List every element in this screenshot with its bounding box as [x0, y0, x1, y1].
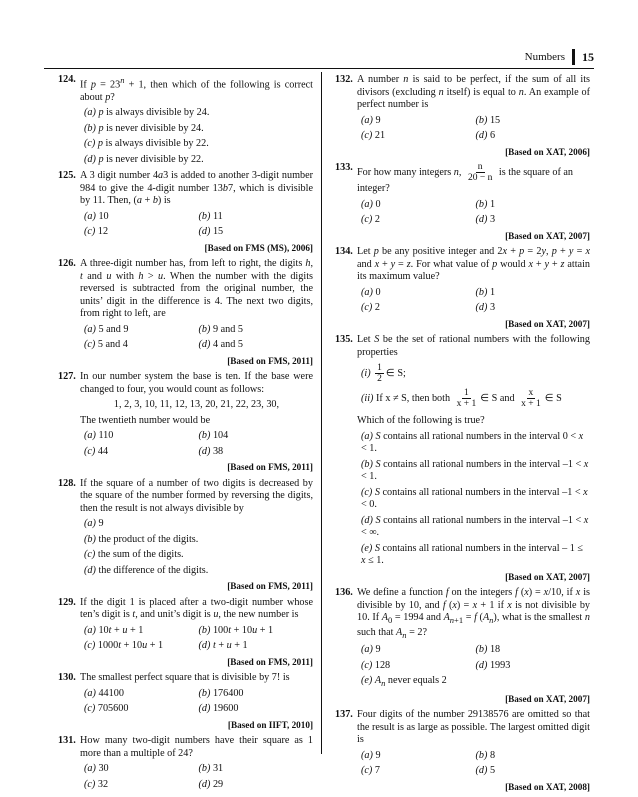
option-text: 6 [489, 130, 496, 141]
option-label: (c) [361, 130, 373, 141]
option-text: 5 and 4 [97, 339, 128, 351]
question-stem: If the digit 1 is placed after a two-digit number whose ten’s digit is t, and unit’s digit is u, the new number is [80, 596, 313, 621]
option-label: (a) [361, 286, 373, 298]
question-number: 125. [58, 170, 76, 182]
question-number: 134. [335, 246, 353, 257]
answer-option [84, 339, 199, 352]
option-text: 2 [374, 214, 380, 225]
option-label: (d) [198, 445, 211, 457]
option-label: (b) [198, 430, 211, 442]
answer-option [84, 625, 199, 638]
option-text: 104 [212, 430, 229, 442]
fraction [519, 388, 543, 409]
question-stem: The smallest perfect square that is divisible by 7! is [80, 672, 290, 684]
question-130 [58, 672, 313, 731]
fraction-numerator: 1 [377, 363, 382, 373]
answer-option [84, 640, 199, 653]
question-133 [335, 162, 590, 242]
question-131 [58, 735, 313, 791]
option-label: (b) [84, 122, 96, 134]
source-citation: [Based on XAT, 2008] [505, 781, 590, 792]
option-text: 4 and 5 [212, 339, 243, 351]
options-list [357, 644, 590, 672]
option-text: 110 [98, 430, 114, 442]
answer-option [476, 214, 591, 227]
answer-option [476, 287, 591, 300]
option-label: (a) [361, 430, 373, 442]
question-number: 136. [335, 587, 353, 598]
answer-option [84, 763, 199, 776]
answer-option [199, 779, 314, 792]
option-label: (c) [84, 703, 96, 715]
answer-option [476, 130, 591, 143]
option-text: 5 and 9 [98, 323, 129, 335]
options-list [80, 688, 313, 716]
fraction [466, 162, 494, 183]
answer-option [476, 302, 591, 315]
answer-option [84, 565, 313, 578]
source-citation: [Based on FMS, 2011] [227, 581, 313, 592]
option-label: (d) [198, 339, 211, 351]
option-text: 29 [212, 778, 224, 790]
question-number: 133. [335, 162, 353, 173]
option-text: 0 [375, 198, 381, 210]
option-label: (a) [84, 624, 96, 636]
question-stem: A number n is said to be perfect, if the sum of all its divisors (excluding n itself) is equal to n. An example of perfect number is [357, 74, 590, 110]
answer-option [476, 199, 591, 212]
answer-option [361, 750, 476, 763]
question-number: 128. [58, 477, 76, 489]
answer-option [84, 138, 313, 151]
answer-option [84, 779, 199, 792]
answer-option [199, 211, 314, 224]
question-135 [335, 334, 590, 583]
option-text: 9 [98, 518, 104, 530]
answer-option [199, 430, 314, 443]
question-number: 131. [58, 735, 76, 747]
option-text: 31 [212, 763, 224, 775]
options-list [80, 763, 313, 791]
stem-text-post: is the square of an [498, 166, 573, 178]
fraction-denominator: 2 [377, 374, 382, 384]
option-label: (c) [84, 549, 96, 561]
answer-option [84, 123, 313, 136]
fraction-denominator: x + 1 [521, 399, 541, 409]
option-label: (a) [84, 323, 96, 335]
options-list [357, 750, 590, 778]
option-label: (c) [84, 445, 96, 457]
right-column [335, 74, 590, 797]
option-text: 128 [374, 659, 391, 671]
option-label: (e) [361, 542, 373, 554]
option-label: (d) [361, 514, 373, 526]
option-text: 1 [489, 198, 496, 210]
question-stem: Let p be any positive integer and 2x + p = 2y, p + y = x and x + y = z. For what value of p would x + y + z attain its maximum value? [357, 246, 591, 282]
question-number: 132. [335, 74, 353, 85]
option-text: 21 [374, 130, 386, 141]
question-number: 135. [335, 334, 353, 345]
option-label: (c) [84, 226, 96, 238]
question-stem: Which of the following is true? [357, 415, 485, 426]
option-text: 3 [489, 302, 496, 313]
option-label: (d) [198, 778, 211, 790]
page-number: 15 [582, 49, 594, 64]
property-list [357, 363, 590, 409]
question-number: 126. [58, 258, 76, 270]
answer-option [357, 675, 590, 690]
option-label: (c) [84, 640, 96, 652]
option-label: (b) [198, 323, 211, 335]
answer-option [361, 115, 476, 128]
option-label: (a) [361, 644, 373, 656]
source-citation: [Based on XAT, 2007] [505, 693, 590, 704]
options-list [357, 431, 590, 568]
header-rule [44, 68, 594, 69]
fraction [375, 363, 384, 384]
option-text: 0 [375, 286, 381, 298]
option-label: (d) [475, 130, 488, 141]
option-label: (a) [361, 114, 373, 126]
option-text: 18 [489, 644, 501, 656]
answer-option [476, 660, 591, 673]
option-text: p is never divisible by 24. [98, 122, 204, 134]
question-125 [58, 170, 313, 254]
answer-option [199, 640, 314, 653]
source-citation: [Based on FMS, 2011] [227, 656, 313, 667]
question-stem: Four digits of the number 29138576 are omitted so that the result is as large as possible. The largest omitted digit is [357, 709, 590, 746]
option-label: (e) [361, 675, 373, 687]
source-citation: [Based on XAT, 2007] [505, 230, 590, 241]
question-stem: We define a function f on the integers f (x) = x/10, if x is divisible by 10, and f (x) = x + 1 if x is not divisible by 10. If $A_0 = 1994$ and $A_{n+1} = f$ $(A_n)$, what is the smallest n such that $A_n = 2$? [357, 587, 591, 640]
option-text: S contains all rational numbers in the interval –1 < x < 1. [361, 458, 589, 482]
option-text: 100t + 10u + 1 [212, 624, 274, 636]
running-header [525, 49, 594, 65]
answer-option [361, 287, 476, 300]
answer-option [84, 324, 199, 337]
answer-option [199, 226, 314, 239]
option-label: (d) [475, 765, 488, 777]
property-text: ∈ S [544, 392, 562, 404]
option-label: (a) [84, 687, 96, 699]
option-label: (a) [84, 763, 96, 775]
option-label: (c) [361, 302, 373, 313]
option-label: (c) [361, 765, 373, 777]
source-citation: [Based on FMS (MS), 2006] [204, 242, 313, 253]
option-label: (d) [84, 153, 96, 165]
options-list [80, 430, 313, 458]
option-label: (d) [198, 226, 211, 238]
question-stem [357, 162, 590, 183]
option-label: (b) [361, 458, 373, 470]
answer-option [361, 130, 476, 143]
answer-option [361, 660, 476, 673]
answer-option [361, 431, 590, 456]
question-127 [58, 371, 313, 474]
question-124 [58, 74, 313, 166]
answer-option [84, 154, 313, 167]
variable-n: n, [453, 166, 462, 178]
property-text: ∈ S; [385, 367, 406, 379]
option-text: 44100 [98, 687, 124, 699]
option-text: 32 [97, 778, 109, 790]
column-divider [321, 72, 322, 754]
option-text: 19600 [212, 703, 239, 715]
options-list [357, 115, 590, 143]
answer-option [476, 765, 591, 778]
question-134 [335, 246, 590, 330]
question-number: 127. [58, 371, 76, 383]
question-stem: A three-digit number has, from left to right, the digits h, t and u with h > u. When the number with the digits reversed is subtracted from the original number, the units’ digit in the difference is 4. The next two digits, from right to left, are [80, 258, 313, 320]
answer-option [84, 211, 199, 224]
answer-option [199, 703, 314, 716]
answer-option [476, 750, 591, 763]
option-label: (b) [198, 687, 211, 699]
option-text: the product of the digits. [98, 533, 199, 545]
option-label: (b) [198, 624, 211, 636]
answer-option [199, 339, 314, 352]
option-text: 9 and 5 [212, 323, 243, 335]
option-text: 9 [375, 114, 381, 126]
option-text: 15 [489, 114, 501, 126]
answer-option [199, 688, 314, 701]
source-citation: [Based on XAT, 2007] [505, 318, 590, 329]
answer-option [84, 688, 199, 701]
source-citation: [Based on FMS, 2011] [227, 462, 313, 473]
option-text: t + u + 1 [212, 640, 248, 652]
option-text: 3 [489, 214, 496, 225]
question-129 [58, 597, 313, 669]
option-label: (b) [475, 749, 488, 761]
option-label: (d) [475, 659, 488, 671]
option-text: 10t + u + 1 [98, 624, 144, 636]
option-label: (a) [361, 749, 373, 761]
answer-option [84, 430, 199, 443]
options-list [357, 199, 590, 227]
answer-option [199, 324, 314, 337]
option-text: S contains all rational numbers in the interval –1 < x < ∞. [361, 514, 589, 538]
options-list [80, 211, 313, 239]
property-label: (ii) [361, 392, 374, 404]
option-text: 12 [97, 226, 109, 238]
option-text: 9 [375, 644, 381, 656]
option-label: (b) [198, 763, 211, 775]
answer-option [84, 549, 313, 562]
options-list [80, 625, 313, 653]
option-label: (a) [84, 518, 96, 530]
fraction [455, 388, 479, 409]
fraction-numerator: 1 [464, 388, 469, 398]
answer-option [84, 107, 313, 120]
left-column [58, 74, 313, 795]
number-sequence: 1, 2, 3, 10, 11, 12, 13, 20, 21, 22, 23, 30, [113, 399, 280, 411]
property-text: ∈ S and [480, 392, 515, 404]
option-label: (b) [198, 210, 211, 222]
answer-option [84, 703, 199, 716]
option-text: the sum of the digits. [97, 549, 184, 561]
option-label: (c) [361, 486, 373, 498]
option-text: 9 [375, 749, 381, 761]
stem-text-pre: For how many integers [357, 166, 452, 178]
option-label: (a) [84, 430, 96, 442]
option-label: (a) [84, 210, 96, 222]
answer-option [84, 226, 199, 239]
options-list [80, 107, 313, 166]
option-text: S contains all rational numbers in the interval –1 < x < 0. [361, 486, 588, 510]
option-text: 30 [98, 763, 109, 775]
option-text: 15 [212, 226, 224, 238]
question-stem: integer? [357, 183, 390, 194]
fraction-numerator: x [528, 388, 534, 398]
option-label: (a) [84, 107, 96, 119]
answer-option [84, 518, 313, 531]
question-number: 137. [335, 709, 353, 721]
option-label: (b) [475, 198, 488, 210]
answer-option [476, 115, 591, 128]
source-citation: [Based on XAT, 2006] [505, 146, 590, 157]
option-text: 176400 [212, 687, 244, 699]
answer-option [84, 534, 313, 547]
option-text: 2 [374, 302, 380, 313]
answer-option [199, 625, 314, 638]
question-stem: If the square of a number of two digits is decreased by the square of the number formed by reversing the digits, then the result is not always divisible by [80, 477, 313, 514]
question-number: 124. [58, 74, 76, 85]
option-label: (c) [84, 339, 96, 351]
option-label: (b) [475, 644, 488, 656]
fraction-numerator: n [477, 162, 483, 172]
option-label: (d) [475, 302, 488, 313]
question-126 [58, 258, 313, 367]
option-label: (c) [84, 778, 96, 790]
question-stem: The twentieth number would be [80, 414, 211, 426]
option-label: (a) [361, 198, 373, 210]
answer-option [199, 446, 314, 459]
question-137 [335, 709, 590, 793]
option-label: (c) [361, 659, 373, 671]
option-label: (d) [84, 564, 96, 576]
option-label: (c) [361, 214, 373, 225]
header-divider-bar [572, 49, 575, 65]
answer-option [199, 763, 314, 776]
property-text: If x ≠ S, then both [376, 392, 451, 404]
answer-option [361, 543, 590, 568]
option-text: 5 [489, 765, 496, 777]
answer-option [361, 302, 476, 315]
option-label: (b) [84, 533, 96, 545]
chapter-title: Numbers [524, 51, 565, 63]
options-list [80, 324, 313, 352]
question-128 [58, 478, 313, 593]
option-label: (b) [475, 286, 488, 298]
options-list [357, 287, 590, 315]
fraction-denominator: x + 1 [456, 399, 477, 409]
option-text: p is always divisible by 22. [97, 138, 209, 150]
option-label: (c) [84, 138, 96, 150]
option-text: $A_n$ never equals 2 [374, 675, 447, 689]
option-label: (d) [198, 640, 211, 652]
option-text: 7 [374, 765, 380, 777]
option-text: 1993 [489, 659, 511, 671]
options-list [80, 518, 313, 577]
option-text: 705600 [97, 703, 129, 715]
option-text: 38 [212, 445, 224, 457]
answer-option [361, 515, 590, 540]
option-label: (d) [475, 214, 488, 225]
option-text: 1000t + 10u + 1 [97, 640, 164, 652]
option-text: the difference of the digits. [98, 564, 209, 576]
source-citation: [Based on IIFT, 2010] [227, 719, 313, 730]
option-text: 1 [489, 286, 496, 298]
option-label: (b) [475, 114, 488, 126]
property-ii [361, 388, 590, 409]
fraction-denominator: 20 − n [467, 173, 493, 183]
option-text: 8 [489, 749, 496, 761]
question-stem: How many two-digit numbers have their square as 1 more than a multiple of 24? [80, 735, 313, 759]
answer-option [476, 644, 591, 657]
question-stem: In our number system the base is ten. If the base were changed to four, you would count as follows: [80, 371, 313, 395]
property-label: (i) [361, 367, 371, 379]
question-number: 130. [58, 672, 76, 684]
option-text: 44 [97, 445, 109, 457]
source-citation: [Based on FMS, 2011] [227, 355, 313, 366]
answer-option [361, 765, 476, 778]
answer-option [361, 199, 476, 212]
question-stem: If $p = 23^n + 1$, then which of the following is correct about p? [80, 75, 313, 103]
question-136 [335, 587, 590, 705]
option-text: p is never divisible by 22. [98, 153, 204, 165]
answer-option [84, 446, 199, 459]
option-label: (d) [198, 703, 211, 715]
option-text: S contains all rational numbers in the interval – 1 ≤ x ≤ 1. [361, 542, 584, 566]
question-number: 129. [58, 596, 76, 608]
option-text: 10 [98, 210, 109, 222]
answer-option [361, 459, 590, 484]
answer-option [361, 644, 476, 657]
question-132 [335, 74, 590, 158]
option-text: S contains all rational numbers in the interval 0 < x < 1. [361, 430, 584, 454]
option-text: 11 [212, 210, 223, 222]
answer-option [361, 214, 476, 227]
property-i [361, 363, 590, 384]
question-stem: Let S be the set of rational numbers with the following properties [357, 334, 590, 358]
answer-option [361, 487, 590, 512]
option-text: p is always divisible by 24. [98, 107, 210, 119]
question-stem: A 3 digit number 4a3 is added to another 3-digit number 984 to give the 4-digit number 13b7, which is divisible by 11. Then, (a + b) is [80, 170, 313, 207]
source-citation: [Based on XAT, 2007] [505, 571, 590, 582]
